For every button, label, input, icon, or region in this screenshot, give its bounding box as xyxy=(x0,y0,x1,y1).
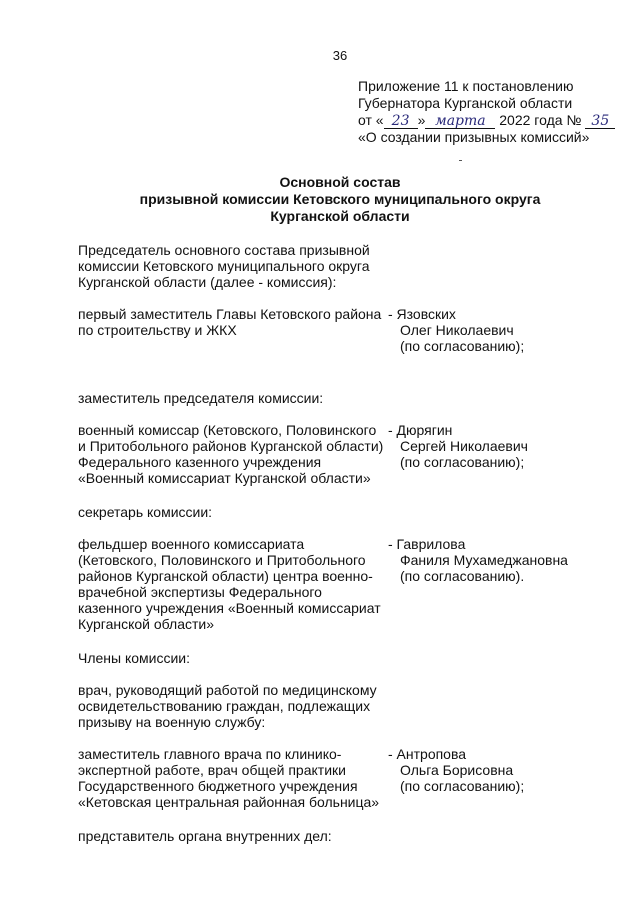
secretary-label: секретарь комиссии: xyxy=(78,504,213,520)
commission-list xyxy=(78,242,598,860)
date-mid: » xyxy=(417,112,426,128)
title-line-1: Основной состав xyxy=(279,174,401,190)
appendix-line-1: Приложение 11 к постановлению xyxy=(358,78,574,94)
deputy-position-line: и Притобольного районов Курганской области) xyxy=(78,438,384,454)
police-label: представитель органа внутренних дел: xyxy=(78,828,332,844)
doctor-name: Ольга Борисовна xyxy=(400,762,514,778)
deputy-position-line: военный комиссар (Кетовского, Половинского xyxy=(78,422,377,438)
chairman-label-line: комиссии Кетовского муниципального округа xyxy=(78,258,370,274)
handwritten-month: марта xyxy=(425,114,495,129)
doctor-position-line: «Кетовская центральная районная больница» xyxy=(78,794,380,810)
appendix-header xyxy=(358,78,628,146)
chairman-label-block xyxy=(78,242,598,290)
ink-mark xyxy=(459,160,462,161)
secretary-position-line: фельдшер военного комиссариата xyxy=(78,536,305,552)
doctor-position-line: экспертной работе, врач общей практики xyxy=(78,762,346,778)
doctor-entry xyxy=(78,746,598,810)
chairman-label-line: Курганской области (далее - комиссия): xyxy=(78,274,337,290)
doctor-label-block xyxy=(78,682,598,730)
handwritten-number: 35 xyxy=(585,114,615,129)
appendix-line-4: «О создании призывных комиссий» xyxy=(358,129,590,145)
secretary-position-line: Курганской области» xyxy=(78,616,215,632)
secretary-position-line: (Кетовского, Половинского и Притобольного xyxy=(78,552,366,568)
chairman-position-line: первый заместитель Главы Кетовского района xyxy=(78,306,382,322)
document-title xyxy=(0,174,640,225)
chairman-position-line: по строительству и ЖКХ xyxy=(78,322,237,338)
deputy-name: Сергей Николаевич xyxy=(400,438,528,454)
chairman-label-line: Председатель основного состава призывной xyxy=(78,242,370,258)
chairman-surname: - Язовских xyxy=(388,306,456,322)
members-label: Члены комиссии: xyxy=(78,650,191,666)
secretary-entry xyxy=(78,536,598,632)
doctor-label-line: освидетельствованию граждан, подлежащих xyxy=(78,698,371,714)
title-line-2: призывной комиссии Кетовского муниципального округа xyxy=(139,191,541,207)
deputy-surname: - Дюрягин xyxy=(388,422,453,438)
secretary-note: (по согласованию). xyxy=(400,568,525,584)
secretary-name: Фаниля Мухамеджановна xyxy=(400,552,568,568)
doctor-note: (по согласованию); xyxy=(400,778,525,794)
secretary-position-line: врачебной экспертизы Федерального xyxy=(78,584,322,600)
deputy-position-line: «Военный комиссариат Курганской области» xyxy=(78,470,371,486)
deputy-note: (по согласованию); xyxy=(400,454,525,470)
deputy-entry xyxy=(78,422,598,486)
chairman-name: Олег Николаевич xyxy=(400,322,514,338)
chairman-note: (по согласованию); xyxy=(400,338,525,354)
appendix-line-3 xyxy=(358,112,628,129)
members-label-block xyxy=(78,650,598,666)
doctor-position-line: заместитель главного врача по клинико- xyxy=(78,746,342,762)
deputy-label-block xyxy=(78,390,598,406)
doctor-label-line: врач, руководящий работой по медицинскому xyxy=(78,682,377,698)
deputy-label: заместитель председателя комиссии: xyxy=(78,390,324,406)
deputy-position-line: Федерального казенного учреждения xyxy=(78,454,322,470)
secretary-position-line: казенного учреждения «Военный комиссариат xyxy=(78,600,381,616)
date-prefix: от « xyxy=(358,112,384,128)
handwritten-day: 23 xyxy=(384,114,418,129)
doctor-position-line: Государственного бюджетного учреждения xyxy=(78,778,358,794)
secretary-label-block xyxy=(78,504,598,520)
page-number: 36 xyxy=(332,48,348,63)
chairman-entry xyxy=(78,306,598,354)
police-label-block xyxy=(78,828,598,844)
appendix-line-2: Губернатора Курганской области xyxy=(358,95,573,111)
title-line-3: Курганской области xyxy=(270,208,410,224)
secretary-position-line: районов Курганской области) центра военно- xyxy=(78,568,373,584)
date-year: 2022 года № xyxy=(499,112,582,128)
doctor-surname: - Антропова xyxy=(388,746,467,762)
secretary-surname: - Гаврилова xyxy=(388,536,466,552)
doctor-label-line: призыву на военную службу: xyxy=(78,714,266,730)
